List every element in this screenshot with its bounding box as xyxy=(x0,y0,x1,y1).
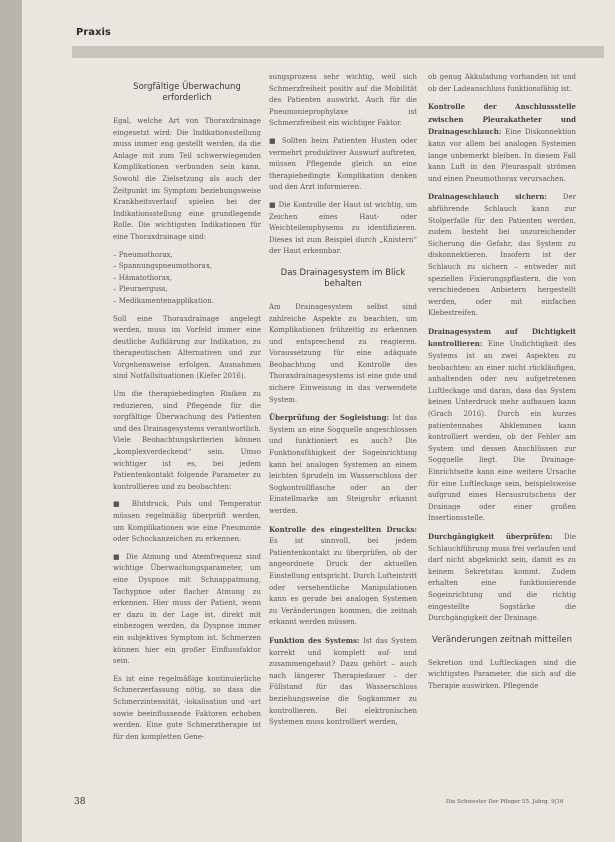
paragraph xyxy=(428,531,576,625)
run-in-heading: Kontrolle des eingestellten Drucks: xyxy=(269,524,417,534)
paragraph: Es ist eine regelmäßige kontinuierliche Schmerzerfassung nötig, so dass die Schmerzintensität, -lokalisation und -art sowie beeinflussende Faktoren erhoben werden. Eine gute Schmerztherapie ist für den kompletten Gene- xyxy=(113,674,261,741)
paragraph: sungsprozess sehr wichtig, weil sich Schmerzfreiheit positiv auf die Mobilität des Patienten auswirkt. Auch für die Pneumonieprophylaxe ist Schmerzfreiheit ein wichtiger Faktor. xyxy=(269,73,417,128)
paragraph: Um die therapiebedingten Risiken zu reduzieren, sind Pflegende für die sorgfältige Überwachung des Patienten und des Drainagesystems verantwortlich. Viele Beobachtungskriterien können „komplexverdeckend“ sein. Umso wichtiger ist es, bei jedem Patientenkontakt folgende Parameter zu kontrollieren und zu beobachten: xyxy=(113,390,261,491)
run-in-heading: Funktion des Systems: xyxy=(269,635,360,645)
list-item: – Pleuraerguss, xyxy=(113,285,168,294)
bullet-paragraph: ■ Die Kontrolle der Haut ist wichtig, um Zeichen eines Haut- oder Weichteilemphysems zu identifizieren. Dieses ist zum Beispiel durch „Knistern“ der Haut erkennbar. xyxy=(269,200,417,256)
paragraph: Am Drainagesystem selbst sind zahlreiche Aspekte zu beachten, um Komplikationen frühzeitig zu erkennen und entsprechend zu reagieren. Voraussetzung für eine adäquate Beobachtung und Kontrolle des Thoraxdrainagesystems ist eine gute und sichere Einweisung in das verwendete System. xyxy=(269,302,417,404)
paragraph-text: Es ist sinnvoll, bei jedem Patientenkontakt zu überprüfen, ob der angeordnete Druck der aktuellen Einstellung entspricht. Durch Lufteintritt oder versehentliche Manipulationen kann es gerade bei analogen Systemen zu Veränderungen kommen, die zeitnah erkannt werden müssen. xyxy=(269,537,417,627)
run-in-heading: Drainagesystem auf Dichtigkeit kontrollieren: xyxy=(428,326,576,349)
paragraph xyxy=(428,191,576,320)
run-in-heading: Durchgängigkeit überprüfen: xyxy=(428,531,553,541)
list-item: – Hämatothorax, xyxy=(113,273,173,282)
column-3 xyxy=(428,72,576,699)
bullet-paragraph: ■ Sollten beim Patienten Husten oder vermehrt produktiver Auswurf auftreten, müssen Pflegende gleich an eine therapiebedingte Komplikation denken und den Arzt informieren. xyxy=(269,136,417,192)
subheading-drainagesystem: Das Drainagesystem im Blick behalten xyxy=(280,267,406,289)
journal-source: Die Schwester Der Pfleger 55. Jahrg. 9|16 xyxy=(446,799,564,805)
header-bar xyxy=(72,46,604,58)
section-label: Praxis xyxy=(76,27,111,38)
paragraph: Sekretion und Luftleckagen sind die wichtigsten Parameter, die sich auf die Therapie auswirken. Pflegende xyxy=(428,658,576,690)
list-item: – Pneumothorax, xyxy=(113,250,173,259)
bullet-paragraph: ■ Die Atmung und Atemfrequenz sind wichtige Überwachungsparameter, um eine Dyspnoe mit Schnappatmung, Tachypnoe oder flacher Atmung zu erkennen. Hier muss der Patient, wenn er dazu in der Lage ist, direkt mit einbezogen werden, da Dyspnoe immer ein subjektives Symptom ist. Schmerzen können hier ein großer Einflussfaktor sein. xyxy=(113,552,261,666)
paragraph-text: Ist das System korrekt und komplett auf- und zusammengebaut? Dazu gehört – auch nach längerer Therapiedauer – der Füllstand für das Wasserschloss beziehungsweise die Sogkammer zu kontrollieren. Bei elektronischen Systemen muss kontrolliert werden, xyxy=(269,636,417,727)
subheading-veraenderungen: Veränderungen zeitnah mitteilen xyxy=(431,634,573,645)
page-number: 38 xyxy=(74,797,86,807)
paragraph-text: Die Schlauchführung muss frei verlaufen und darf nicht abgeknickt sein, damit es zu keinem Sekretstau kommt. Zudem erhalten eine funktionierende Sogeinrichtung und die richtig eingestellte Sogstärke die Durchgängigkeit der Drainage. xyxy=(428,532,576,623)
paragraph: Soll eine Thoraxdrainage angelegt werden, muss im Vorfeld immer eine deutliche Aufklärung zur Indikation, zu therapeutischen Alternativen und zur Vorgehensweise erfolgen. Ausnahmen sind Notfallsituationen (Kiefer 2016). xyxy=(113,314,261,381)
paragraph-text: Eine Undichtigkeit des Systems ist an zwei Aspekten zu beobachten: an einer nicht rückläufigen, anhaltenden oder neu aufgetretenen Luftleckage und daran, dass das System keinen Unterdruck mehr aufbauen kann (Grach 2016). Durch ein kurzes patientennahes Abklemmen kann kontrolliert werden, ob der Fehler am System und dessen Anschlüssen zur Sogquelle liegt. Die Drainage-Einrichtseite kann eine weitere Ursache für eine Luftleckage sein, beispielsweise aufgrund eines Herausrutschens der Drainage oder einer großen Insertionsstelle. xyxy=(428,340,576,523)
paragraph-text: Ist das System an eine Sogquelle angeschlossen und funktioniert es auch? Die Funktionsfähigkeit der Sogeinrichtung kann bei analogen Systemen an einem leichten Sprudeln im Wasserschloss der Sogkontrollflasche oder an der Einstellmarke am Steigrohr erkannt werden. xyxy=(269,414,417,515)
paragraph xyxy=(428,326,576,525)
paragraph xyxy=(428,101,576,185)
subheading-ueberwachung: Sorgfältige Überwachung erforderlich xyxy=(133,82,241,103)
paragraph: Egal, welche Art von Thoraxdrainage eingesetzt wird: Die Indikationsstellung muss immer eng gestellt werden, da die Anlage mit zum Teil schwerwiegenden Komplikationen verbunden sein kann. Sowohl die Zielsetzung als auch der Zeitpunkt im Symptom beziehungsweise Krankheitsverlauf spielen bei der Indikationsstellung eine grundlegende Rolle. Die wichtigsten Indikationen für eine Thoraxdrainage sind: xyxy=(113,117,261,241)
column-2 xyxy=(269,72,417,735)
list-item: – Spannungspneumothorax, xyxy=(113,262,213,271)
paragraph: ob genug Akkuladung vorhanden ist und ob der Ladeanschluss funktionsfähig ist. xyxy=(428,73,576,93)
paragraph xyxy=(269,412,417,517)
paragraph xyxy=(269,635,417,729)
column-1 xyxy=(113,72,261,749)
page-spine xyxy=(0,0,22,842)
list-item: – Medikamentenapplikation. xyxy=(113,296,214,305)
paragraph-text: Der abführende Schlauch kann zur Stolperfalle für den Patienten werden, zudem besteht bei unzureichender Sicherung die Gefahr, das System zu diskonnektieren. Insofern ist der Schlauch zu sichern – entweder mit speziellen Fixierungspflastern, die von verschiedenen Anbietern hergestellt werden, oder mit einfachen Klebestreifen. xyxy=(428,193,577,318)
paragraph xyxy=(269,524,417,629)
run-in-heading: Drainageschlauch sichern: xyxy=(428,192,547,202)
bullet-paragraph: ■ Blutdruck, Puls und Temperatur müssen regelmäßig überprüft werden, um Komplikationen wie eine Pneumonie oder Schockanzeichen zu erkennen. xyxy=(113,500,261,544)
indication-list xyxy=(113,250,261,308)
run-in-heading: Überprüfung der Sogleistung: xyxy=(269,413,390,423)
paragraph-text: Eine Diskonnektion kann vor allem bei analogen Systemen lange unbemerkt bleiben. In diesem Fall kann Luft in den Pleuraspalt strömen und einen Pneumothorax verursachen. xyxy=(428,128,576,183)
run-in-heading: Kontrolle der Anschlussstelle zwischen Pleurakatheter und Drainageschlauch: xyxy=(428,102,576,137)
